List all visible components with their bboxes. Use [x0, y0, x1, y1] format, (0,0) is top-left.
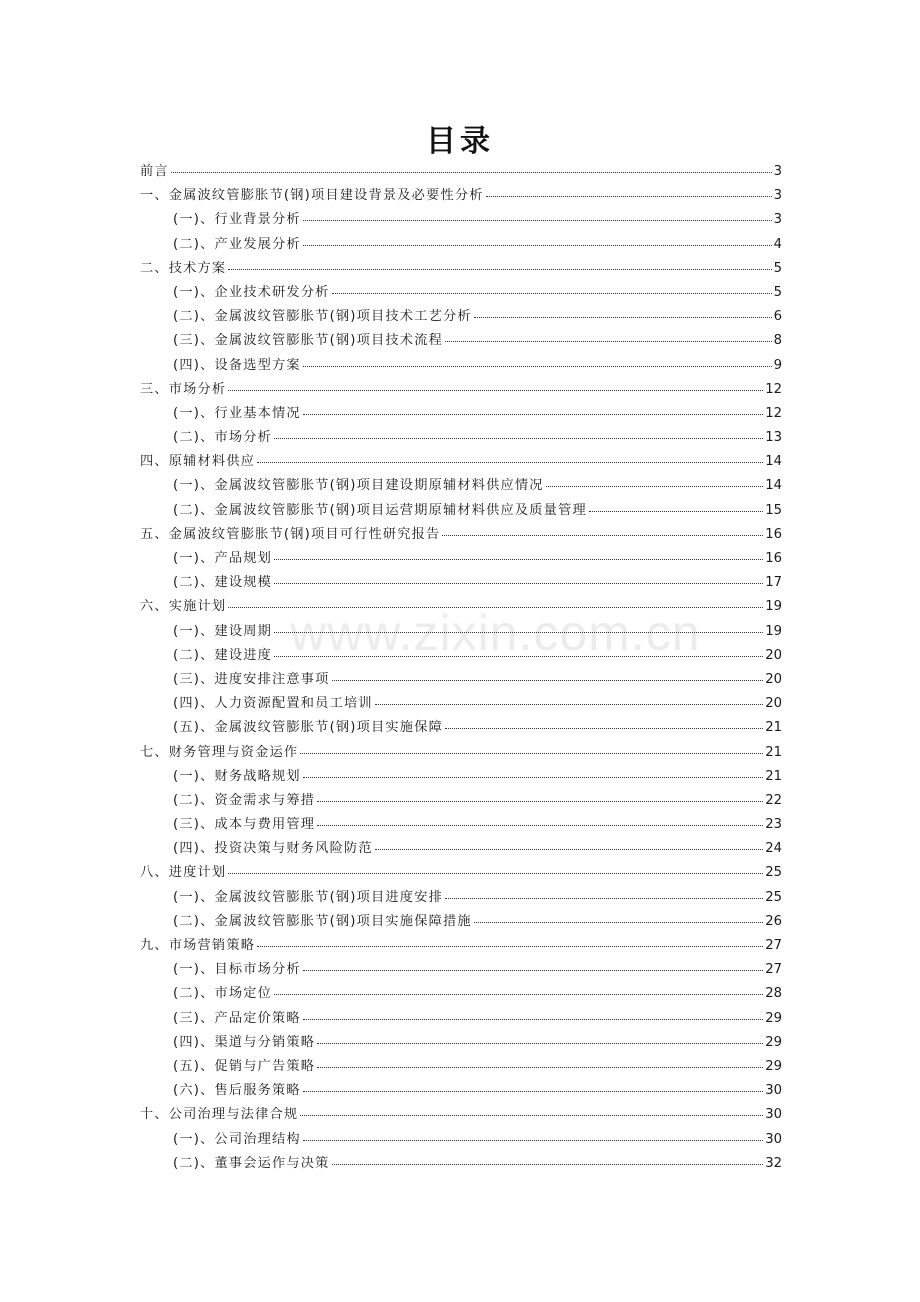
- dot-leader: [274, 438, 763, 439]
- toc-entry-page: 5: [773, 284, 782, 300]
- toc-entry-page: 25: [765, 889, 782, 905]
- toc-entry-page: 20: [765, 696, 782, 712]
- toc-entry[interactable]: [140, 1031, 782, 1055]
- toc-entry-page: 27: [765, 938, 782, 953]
- dot-leader: [257, 462, 763, 463]
- toc-entry-page: 32: [765, 1155, 782, 1171]
- toc-entry-label: 三、市场分析: [140, 381, 227, 397]
- toc-entry-page: 19: [765, 623, 782, 639]
- toc-entry-label: 七、财务管理与资金运作: [140, 744, 299, 760]
- toc-entry-page: 30: [765, 1107, 782, 1123]
- dot-leader: [303, 1140, 763, 1141]
- toc-entry-label: 六、实施计划: [140, 599, 227, 615]
- toc-entry[interactable]: [140, 958, 782, 982]
- toc-entry[interactable]: [140, 1079, 782, 1103]
- dot-leader: [228, 269, 771, 270]
- toc-entry[interactable]: [140, 668, 782, 692]
- toc-entry[interactable]: [140, 305, 782, 329]
- toc-entry[interactable]: [140, 523, 782, 547]
- toc-entry-label: (一)、金属波纹管膨胀节(钢)项目进度安排: [173, 889, 443, 905]
- toc-entry[interactable]: [140, 450, 782, 474]
- toc-entry[interactable]: [140, 934, 782, 958]
- toc-entry-page: 20: [765, 647, 782, 663]
- toc-entry-page: 12: [765, 405, 782, 421]
- toc-entry-page: 26: [765, 913, 782, 929]
- toc-entry-label: 前言: [140, 164, 169, 179]
- toc-entry-label: (四)、人力资源配置和员工培训: [173, 696, 373, 712]
- toc-entry-page: 30: [765, 1083, 782, 1099]
- toc-entry[interactable]: [140, 160, 782, 184]
- toc-entry-label: (六)、售后服务策略: [173, 1083, 301, 1099]
- toc-entry-page: 22: [765, 792, 782, 808]
- toc-entry[interactable]: [140, 741, 782, 765]
- toc-entry-label: (三)、进度安排注意事项: [173, 671, 330, 687]
- dot-leader: [303, 220, 772, 221]
- toc-entry[interactable]: [140, 982, 782, 1006]
- toc-entry-label: (一)、产品规划: [173, 551, 273, 566]
- dot-leader: [442, 535, 763, 536]
- toc-entry[interactable]: [140, 813, 782, 837]
- dot-leader: [317, 825, 763, 826]
- dot-leader: [274, 656, 763, 657]
- toc-entry-page: 21: [765, 720, 782, 736]
- toc-entry-page: 29: [765, 1058, 782, 1074]
- toc-entry-label: (四)、渠道与分销策略: [173, 1034, 316, 1050]
- dot-leader: [300, 1115, 763, 1116]
- dot-leader: [228, 873, 763, 874]
- dot-leader: [274, 559, 763, 560]
- dot-leader: [445, 728, 763, 729]
- dot-leader: [332, 293, 772, 294]
- toc-entry-page: 15: [765, 502, 782, 518]
- dot-leader: [332, 680, 764, 681]
- toc-entry[interactable]: [140, 402, 782, 426]
- dot-leader: [303, 970, 763, 971]
- toc-entry[interactable]: [140, 547, 782, 571]
- toc-entry-page: 13: [765, 430, 782, 446]
- toc-entry-label: (一)、目标市场分析: [173, 962, 301, 978]
- toc-entry-page: 14: [765, 478, 782, 494]
- toc-entry-page: 4: [773, 236, 782, 252]
- toc-entry-label: (一)、行业背景分析: [173, 212, 301, 228]
- dot-leader: [332, 1164, 764, 1165]
- dot-leader: [303, 414, 763, 415]
- toc-entry[interactable]: [140, 378, 782, 402]
- toc-entry-label: (五)、金属波纹管膨胀节(钢)项目实施保障: [173, 720, 443, 736]
- table-of-contents: [140, 160, 782, 1176]
- toc-entry-label: (一)、公司治理结构: [173, 1131, 301, 1147]
- toc-entry[interactable]: [140, 692, 782, 716]
- toc-entry-label: (二)、金属波纹管膨胀节(钢)项目技术工艺分析: [173, 309, 472, 325]
- toc-entry-label: 十、公司治理与法律合规: [140, 1107, 299, 1123]
- dot-leader: [228, 390, 763, 391]
- toc-entry-page: 25: [765, 865, 782, 881]
- toc-entry-page: 3: [773, 212, 782, 228]
- toc-entry-page: 5: [773, 260, 782, 276]
- toc-entry[interactable]: [140, 620, 782, 644]
- toc-entry-label: 五、金属波纹管膨胀节(钢)项目可行性研究报告: [140, 526, 441, 542]
- toc-entry[interactable]: [140, 1007, 782, 1031]
- toc-entry-label: 八、进度计划: [140, 865, 227, 881]
- toc-entry[interactable]: [140, 1152, 782, 1176]
- toc-entry-page: 23: [765, 817, 782, 833]
- dot-leader: [445, 341, 772, 342]
- toc-entry-page: 21: [765, 768, 782, 784]
- toc-entry-page: 14: [765, 454, 782, 470]
- toc-entry-page: 16: [765, 551, 782, 566]
- toc-entry-label: (一)、财务战略规划: [173, 768, 301, 784]
- toc-entry-label: (三)、成本与费用管理: [173, 817, 316, 833]
- toc-entry-page: 16: [765, 526, 782, 542]
- toc-entry-page: 9: [773, 357, 782, 373]
- dot-leader: [445, 898, 763, 899]
- watermark: www.zixin.com.cn: [290, 605, 701, 661]
- toc-entry-label: (三)、产品定价策略: [173, 1010, 301, 1026]
- toc-entry-page: 19: [765, 599, 782, 615]
- toc-entry[interactable]: [140, 1103, 782, 1127]
- toc-entry[interactable]: [140, 716, 782, 740]
- dot-leader: [300, 753, 763, 754]
- dot-leader: [317, 801, 763, 802]
- dot-leader: [274, 583, 763, 584]
- dot-leader: [317, 1043, 763, 1044]
- toc-entry[interactable]: [140, 765, 782, 789]
- toc-entry[interactable]: [140, 595, 782, 619]
- toc-entry-label: (一)、行业基本情况: [173, 405, 301, 421]
- toc-entry[interactable]: [140, 281, 782, 305]
- dot-leader: [257, 946, 763, 947]
- toc-entry-label: (二)、建设进度: [173, 647, 273, 663]
- dot-leader: [274, 994, 763, 995]
- toc-entry-label: (二)、董事会运作与决策: [173, 1155, 330, 1171]
- toc-entry[interactable]: [140, 208, 782, 232]
- toc-entry-page: 29: [765, 1010, 782, 1026]
- toc-entry-page: 17: [765, 575, 782, 591]
- dot-leader: [546, 486, 764, 487]
- dot-leader: [171, 172, 772, 173]
- toc-entry-page: 12: [765, 381, 782, 397]
- toc-entry[interactable]: [140, 1128, 782, 1152]
- dot-leader: [303, 777, 763, 778]
- toc-entry-page: 27: [765, 962, 782, 978]
- toc-entry-label: (二)、市场定位: [173, 986, 273, 1002]
- dot-leader: [317, 1067, 763, 1068]
- toc-entry[interactable]: [140, 233, 782, 257]
- toc-entry-label: 二、技术方案: [140, 260, 227, 276]
- toc-entry-page: 30: [765, 1131, 782, 1147]
- toc-entry[interactable]: [140, 837, 782, 861]
- toc-entry-page: 21: [765, 744, 782, 760]
- toc-entry-label: (二)、金属波纹管膨胀节(钢)项目实施保障措施: [173, 913, 472, 929]
- toc-entry-label: 四、原辅材料供应: [140, 454, 256, 470]
- toc-entry[interactable]: [140, 861, 782, 885]
- toc-entry[interactable]: [140, 499, 782, 523]
- toc-entry-label: (二)、产业发展分析: [173, 236, 301, 252]
- toc-entry[interactable]: [140, 571, 782, 595]
- toc-entry-page: 29: [765, 1034, 782, 1050]
- dot-leader: [303, 245, 772, 246]
- dot-leader: [303, 1091, 763, 1092]
- toc-entry[interactable]: [140, 257, 782, 281]
- toc-entry-label: (一)、建设周期: [173, 623, 273, 639]
- dot-leader: [474, 317, 772, 318]
- toc-entry-label: (二)、建设规模: [173, 575, 273, 591]
- toc-entry-label: (二)、资金需求与筹措: [173, 792, 316, 808]
- dot-leader: [375, 849, 763, 850]
- page-title: 目录: [426, 124, 494, 159]
- toc-entry-label: (三)、金属波纹管膨胀节(钢)项目技术流程: [173, 333, 443, 349]
- toc-entry[interactable]: [140, 426, 782, 450]
- toc-entry-page: 3: [773, 188, 782, 204]
- toc-entry-label: (二)、金属波纹管膨胀节(钢)项目运营期原辅材料供应及质量管理: [173, 502, 587, 518]
- toc-entry[interactable]: [140, 886, 782, 910]
- toc-entry-page: 28: [765, 986, 782, 1002]
- dot-leader: [486, 196, 772, 197]
- toc-entry-label: 一、金属波纹管膨胀节(钢)项目建设背景及必要性分析: [140, 188, 484, 204]
- dot-leader: [589, 511, 763, 512]
- toc-entry[interactable]: [140, 184, 782, 208]
- toc-entry[interactable]: [140, 910, 782, 934]
- toc-entry-label: (四)、投资决策与财务风险防范: [173, 841, 373, 857]
- toc-entry-label: (五)、促销与广告策略: [173, 1058, 316, 1074]
- toc-entry-page: 20: [765, 671, 782, 687]
- toc-entry[interactable]: [140, 474, 782, 498]
- toc-entry-page: 8: [773, 333, 782, 349]
- toc-entry-label: (二)、市场分析: [173, 430, 273, 446]
- toc-entry[interactable]: [140, 1055, 782, 1079]
- toc-entry[interactable]: [140, 789, 782, 813]
- dot-leader: [274, 632, 763, 633]
- toc-entry[interactable]: [140, 329, 782, 353]
- toc-entry[interactable]: [140, 644, 782, 668]
- toc-entry-label: (一)、企业技术研发分析: [173, 284, 330, 300]
- toc-entry-page: 24: [765, 841, 782, 857]
- toc-entry-page: 6: [773, 309, 782, 325]
- dot-leader: [303, 366, 772, 367]
- dot-leader: [303, 1019, 763, 1020]
- toc-entry-label: (一)、金属波纹管膨胀节(钢)项目建设期原辅材料供应情况: [173, 478, 544, 494]
- dot-leader: [228, 607, 763, 608]
- toc-entry-label: 九、市场营销策略: [140, 938, 256, 953]
- dot-leader: [474, 922, 763, 923]
- toc-entry[interactable]: [140, 354, 782, 378]
- dot-leader: [375, 704, 763, 705]
- toc-entry-label: (四)、设备选型方案: [173, 357, 301, 373]
- toc-entry-page: 3: [773, 164, 782, 179]
